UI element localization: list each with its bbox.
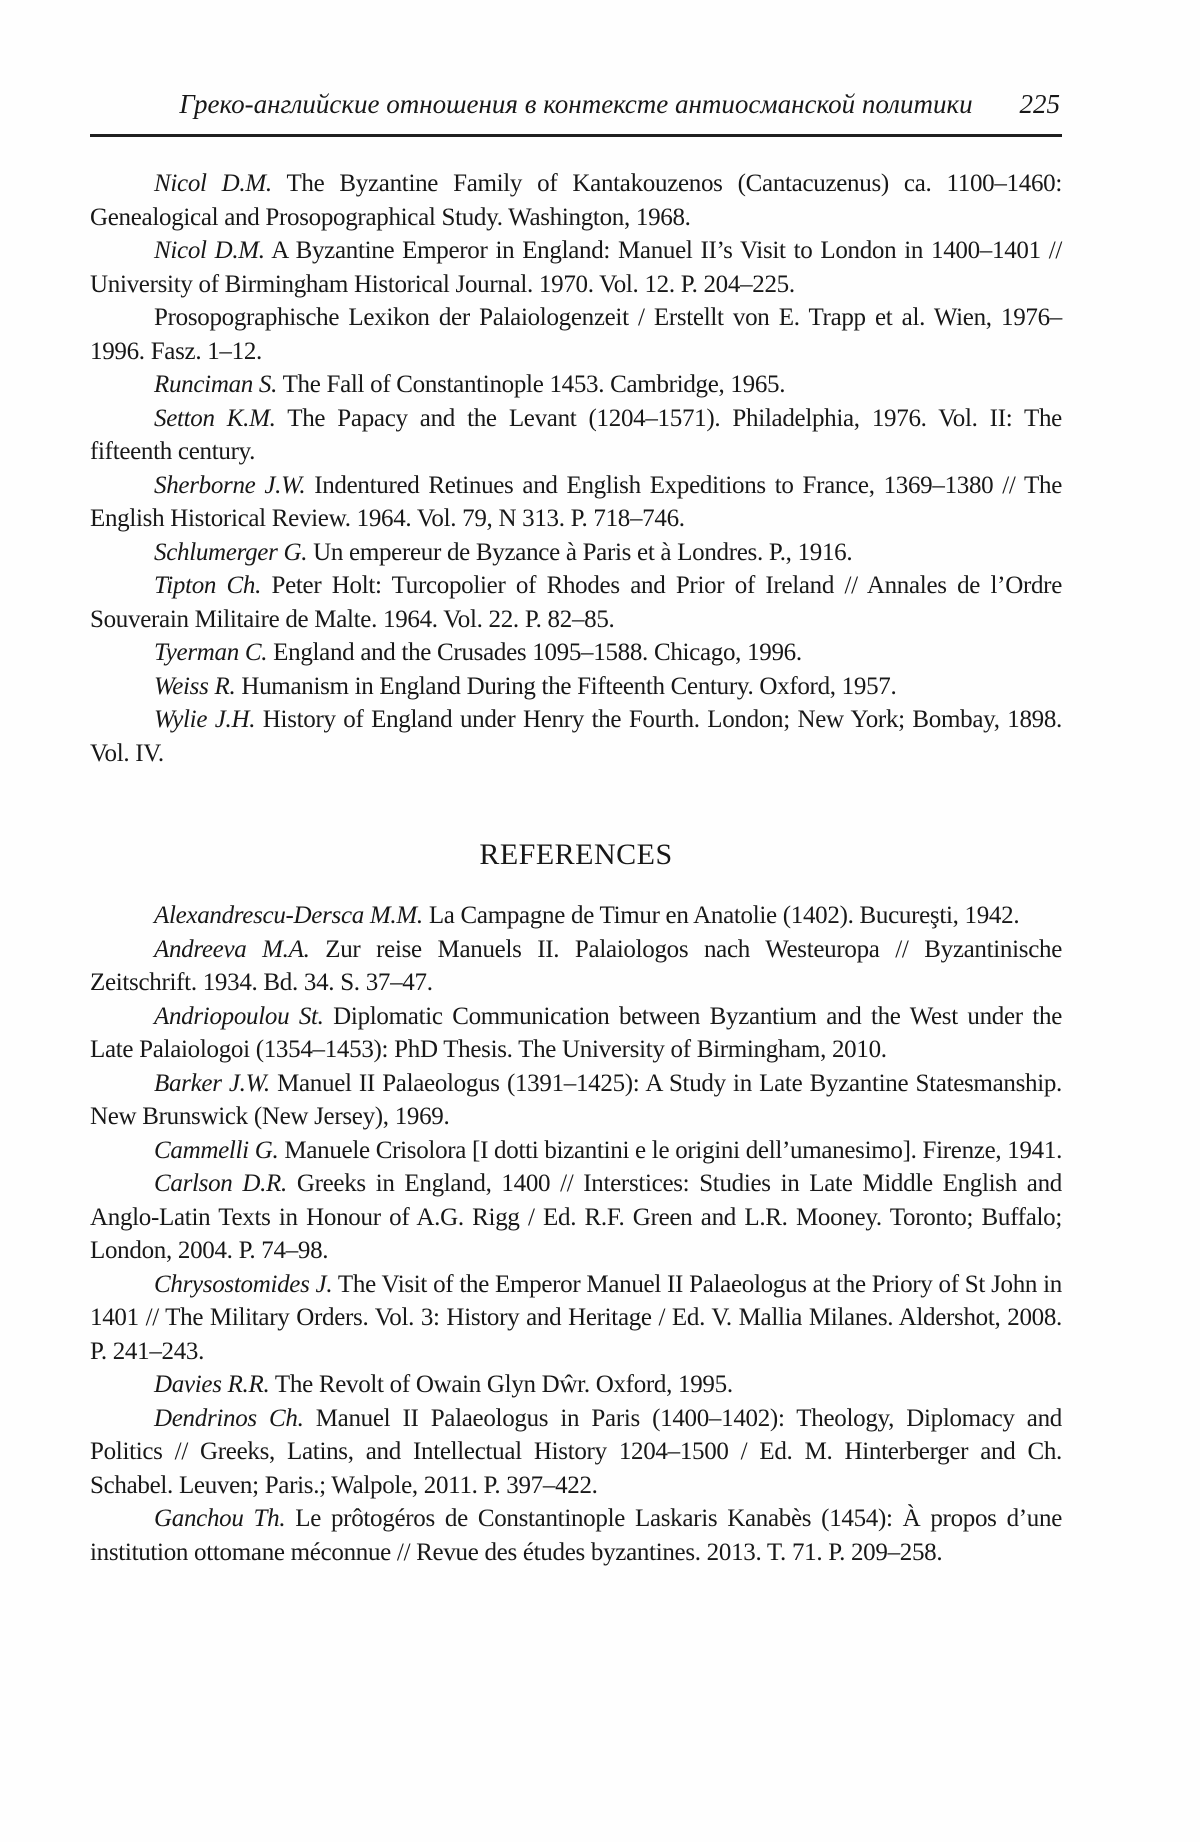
bibliography-entry (90, 469, 1062, 536)
entry-text: Manuel II Palaeologus in Paris (1400–1402): Theology, Diplomacy and Politics // Greeks, Latins, and Intellectual History 1204–1500 / Ed. M. Hinterberger and Ch. Schabel. Leuven; Paris.; Walpole, 2011. P. 397–422. (90, 1404, 1062, 1499)
bibliography-entry (90, 703, 1062, 770)
entry-author: Barker J.W. (154, 1069, 270, 1097)
entry-text: The Revolt of Owain Glyn Dŵr. Oxford, 1995. (269, 1371, 733, 1398)
bibliography-section (90, 167, 1062, 770)
entry-text: Prosopographische Lexikon der Palaiologenzeit / Erstellt von E. Trapp et al. Wien, 1976–1996. Fasz. 1–12. (90, 304, 1062, 365)
reference-entry (90, 1134, 1062, 1168)
entry-author: Wylie J.H. (154, 706, 256, 733)
entry-text: Zur reise Manuels II. Palaiologos nach Westeuropa // Byzantinische Zeitschrift. 1934. Bd. 34. S. 37–47. (90, 935, 1062, 996)
page-number: 225 (1019, 89, 1060, 119)
reference-entry (90, 1067, 1062, 1134)
entry-author: Nicol D.M. (154, 237, 265, 264)
entry-text: The Byzantine Family of Kantakouzenos (Cantacuzenus) ca. 1100–1460: Genealogical and Prosopographical Study. Washington, 1968. (90, 170, 1063, 231)
reference-entry (90, 899, 1062, 933)
entry-author: Davies R.R. (154, 1371, 270, 1398)
entry-text: A Byzantine Emperor in England: Manuel II’s Visit to London in 1400–1401 // University of Birmingham Historical Journal. 1970. Vol. 12. P. 204–225. (90, 237, 1062, 298)
entry-author: Weiss R. (154, 672, 236, 700)
reference-entry (90, 1368, 1062, 1402)
references-heading: REFERENCES (479, 838, 673, 871)
reference-entry (90, 1000, 1062, 1067)
entry-author: Nicol D.M. (154, 170, 272, 197)
bibliography-entry (90, 167, 1062, 234)
reference-entry (90, 1402, 1062, 1503)
entry-author: Tipton Ch. (154, 572, 262, 599)
entry-text: Indentured Retinues and English Expeditions to France, 1369–1380 // The English Historical Review. 1964. Vol. 79, N 313. P. 718–746. (90, 471, 1063, 532)
bibliography-entry (90, 536, 1062, 570)
text-block (90, 88, 1062, 1569)
bibliography-entry (90, 402, 1062, 469)
entry-author: Dendrinos Ch. (154, 1404, 304, 1432)
bibliography-entry (90, 301, 1062, 368)
reference-entry (90, 1167, 1062, 1268)
bibliography-entry (90, 670, 1062, 704)
entry-author: Sherborne J.W. (154, 471, 306, 499)
entry-author: Chrysostomides J. (154, 1270, 333, 1298)
entry-text: Diplomatic Communication between Byzantium and the West under the Late Palaiologoi (1354–1453): PhD Thesis. The University of Birmingham, 2010. (90, 1002, 1063, 1063)
entry-author: Andriopoulou St. (154, 1002, 324, 1030)
entry-author: Tyerman C. (154, 639, 268, 666)
references-section (90, 899, 1062, 1569)
bibliography-entry (90, 234, 1062, 301)
entry-author: Alexandrescu-Dersca M.M. (154, 902, 423, 929)
entry-text: The Papacy and the Levant (1204–1571). Philadelphia, 1976. Vol. II: The fifteenth century. (90, 404, 1062, 465)
entry-author: Setton K.M. (154, 404, 276, 432)
running-head-row (90, 88, 1062, 120)
entry-text: Manuel II Palaeologus (1391–1425): A Study in Late Byzantine Statesmanship. New Brunswick (New Jersey), 1969. (90, 1069, 1063, 1130)
reference-entry (90, 1268, 1062, 1369)
entry-text: La Campagne de Timur en Anatolie (1402). Bucureşti, 1942. (422, 902, 1020, 929)
entry-text: Peter Holt: Turcopolier of Rhodes and Prior of Ireland // Annales de l’Ordre Souverain Militaire de Malte. 1964. Vol. 22. P. 82–85. (90, 572, 1062, 633)
entry-author: Cammelli G. (154, 1136, 279, 1164)
bibliography-entry (90, 569, 1062, 636)
entry-author: Ganchou Th. (154, 1505, 286, 1532)
entry-text: England and the Crusades 1095–1588. Chicago, 1996. (267, 639, 802, 666)
entry-author: Andreeva M.A. (154, 935, 310, 963)
header-rule (90, 134, 1062, 137)
entry-text: Le prôtogéros de Constantinople Laskaris Kanabès (1454): À propos d’une institution ottomane méconnue // Revue des études byzantines. 2013. T. 71. P. 209–258. (90, 1505, 1062, 1566)
entry-text: The Fall of Constantinople 1453. Cambridge, 1965. (277, 371, 786, 398)
bibliography-entry (90, 368, 1062, 402)
entry-text: The Visit of the Emperor Manuel II Palaeologus at the Priory of St John in 1401 // The Military Orders. Vol. 3: History and Heritage / Ed. V. Mallia Milanes. Aldershot, 2008. P. 241–243. (90, 1270, 1062, 1365)
entry-author: Runciman S. (154, 371, 278, 398)
entry-text: Humanism in England During the Fifteenth Century. Oxford, 1957. (235, 672, 897, 700)
reference-entry (90, 1502, 1062, 1569)
bibliography-entry (90, 636, 1062, 670)
entry-text: History of England under Henry the Fourth. London; New York; Bombay, 1898. Vol. IV. (90, 706, 1063, 767)
entry-text: Greeks in England, 1400 // Interstices: Studies in Late Middle English and Anglo-Latin Texts in Honour of A.G. Rigg / Ed. R.F. Green and L.R. Mooney. Toronto; Buffalo; London, 2004. P. 74–98. (90, 1170, 1062, 1264)
reference-entry (90, 933, 1062, 1000)
entry-text: Manuele Crisolora [I dotti bizantini e le origini dell’umanesimo]. Firenze, 1941. (278, 1136, 1063, 1164)
running-head-title: Греко-английские отношения в контексте антиосманской политики (179, 89, 973, 119)
entry-author: Schlumerger G. (154, 538, 308, 566)
entry-author: Carlson D.R. (154, 1170, 287, 1197)
entry-text: Un empereur de Byzance à Paris et à Londres. P., 1916. (307, 538, 853, 566)
